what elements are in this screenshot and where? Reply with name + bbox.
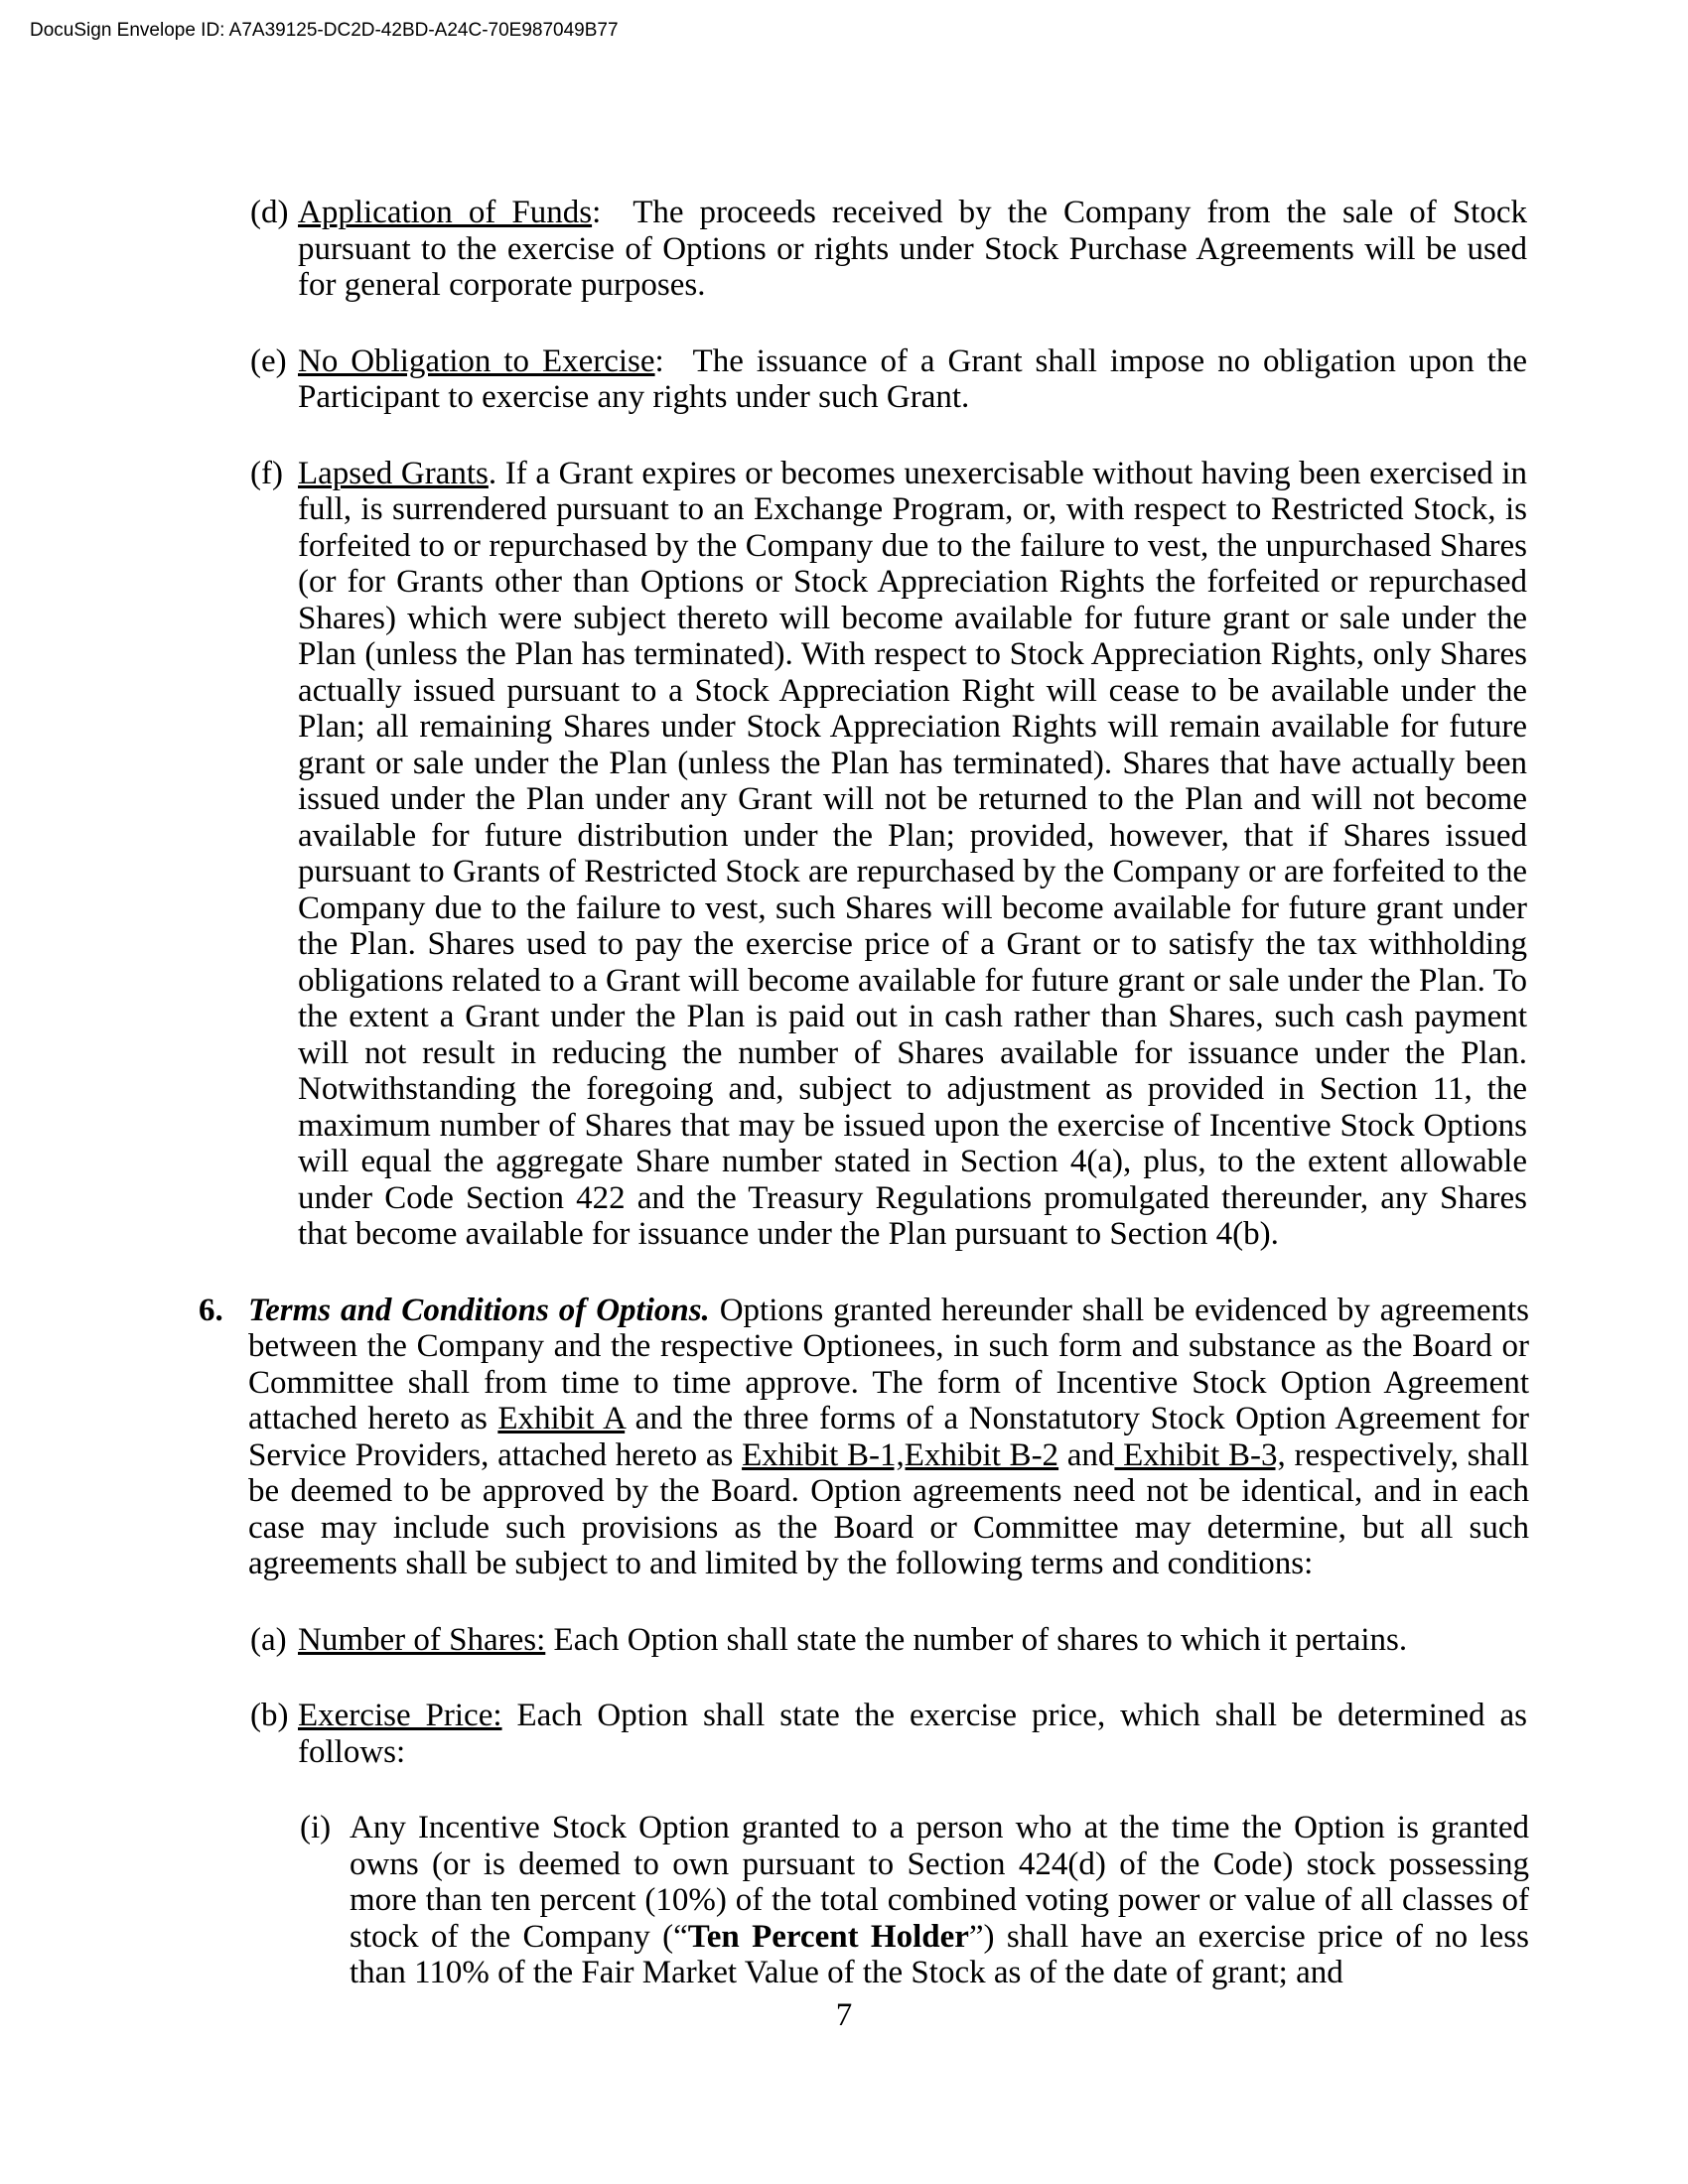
page-number: 7 [835,1997,853,2033]
para-a-number-of-shares [250,1622,1527,1659]
text-run: Each Option shall state the number of shares to which it pertains. [545,1621,1408,1658]
text-run: : The issuance of a Grant shall impose no obligation upon the Participant to exercise any rights under such Grant. [298,342,1527,415]
text-run: and the three forms of a Nonstatutory Stock Option Agreement for Service Providers, attached hereto as [248,1401,1529,1473]
para-b-exercise-price [250,1698,1527,1770]
para-f-lapsed-grants [250,456,1527,1253]
text-run: Exhibit A [497,1401,626,1436]
text-run: . If a Grant expires or becomes unexercisable without having been exercised in full, is surrendered pursuant to an Exchange Program, or, with respect to Restricted Stock, is forfeited to or repurchased by the Company due to the failure to vest, the unpurchased Shares (or for Grants other than Options or Stock Appreciation Rights the forfeited or repurchased Shares) which were subject thereto will become available for future grant or sale under the Plan (unless the Plan has terminated). With respect to Stock Appreciation Rights, only Shares actually issued pursuant to a Stock Appreciation Right will cease to be available under the Plan; all remaining Shares under Stock Appreciation Rights will remain available for future grant or sale under the Plan (unless the Plan has terminated). Shares that have actually been issued under the Plan under any Grant will not be returned to the Plan and will not become available for future distribution under the Plan; provided, however, that if Shares issued pursuant to Grants of Restricted Stock are repurchased by the Company or are forfeited to the Company due to the failure to vest, such Shares will become available for future grant under the Plan. Shares used to pay the exercise price of a Grant or to satisfy the tax withholding obligations related to a Grant will become available for future grant or sale under the Plan. To the extent a Grant under the Plan is paid out in cash rather than Shares, such cash payment will not result in reducing the number of Shares available for issuance under the Plan. Notwithstanding the foregoing and, subject to adjustment as provided in Section 11, the maximum number of Shares that may be issued upon the exercise of Incentive Stock Options will equal the aggregate Share number stated in Section 4(a), plus, to the extent allowable under Code Section 422 and the Treasury Regulations promulgated thereunder, any Shares that become available for issuance under the Plan pursuant to Section 4(b). [298,455,1527,1252]
text-run: ”) shall have an exercise price of no less than 110% of the Fair Market Value of the Stock as of the date of grant; and [350,1918,1529,1990]
paragraph-label: (b) [250,1698,289,1733]
paragraph-label: (i) [300,1810,332,1845]
text-run: Lapsed Grants [298,455,489,491]
text-run: Application of Funds [298,195,593,230]
text-run: Exhibit B-3, [1114,1436,1286,1473]
para-i-ten-percent-holder [300,1810,1529,1991]
para-e-no-obligation-to-exercise [250,343,1527,416]
paragraph-label: (d) [250,195,289,230]
docusign-envelope-id: DocuSign Envelope ID: A7A39125-DC2D-42BD-A24C-70E987049B77 [30,20,619,41]
text-run: No Obligation to Exercise [298,342,655,379]
text-run: Terms and Conditions of Options. [248,1292,710,1328]
text-run: respectively, shall be deemed to be approved by the Board. Option agreements need not be identical, and in each case may include such provisions as the Board or Committee may determine, but all such agreements shall be subject to and limited by the following terms and conditions: [248,1436,1530,1581]
text-run: Ten Percent Holder [687,1918,969,1955]
text-run: Each Option shall state the exercise price, which shall be determined as follows: [298,1698,1527,1770]
para-6-terms-and-conditions-of-options [199,1293,1529,1582]
text-run: Number of Shares: [298,1621,546,1658]
para-d-application-of-funds [250,195,1527,304]
text-run: : The proceeds received by the Company from the sale of Stock pursuant to the exercise of Options or rights under Stock Purchase Agreements will be used for general corporate purposes. [298,195,1528,303]
paragraph-label: 6. [199,1292,223,1328]
text-run: and [1058,1436,1115,1473]
text-run: Exhibit B-1,Exhibit B-2 [742,1436,1059,1473]
text-run: Any Incentive Stock Option granted to a person who at the time the Option is granted owns (or is deemed to own pursuant to Section 424(d) of the Code) stock possessing more than ten percent (10%) of the total combined voting power or value of all classes of stock of the Company (“ [350,1810,1529,1955]
document-body [0,195,1688,1991]
paragraph-label: (a) [250,1621,287,1658]
paragraph-label: (e) [250,342,287,379]
text-run: Options granted hereunder shall be evidenced by agreements between the Company and the respective Optionees, in such form and substance as the Board or Committee shall from time to time approve. The form of Incentive Stock Option Agreement attached hereto as [248,1292,1529,1436]
text-run: Exercise Price: [298,1698,502,1733]
paragraph-label: (f) [250,455,283,491]
